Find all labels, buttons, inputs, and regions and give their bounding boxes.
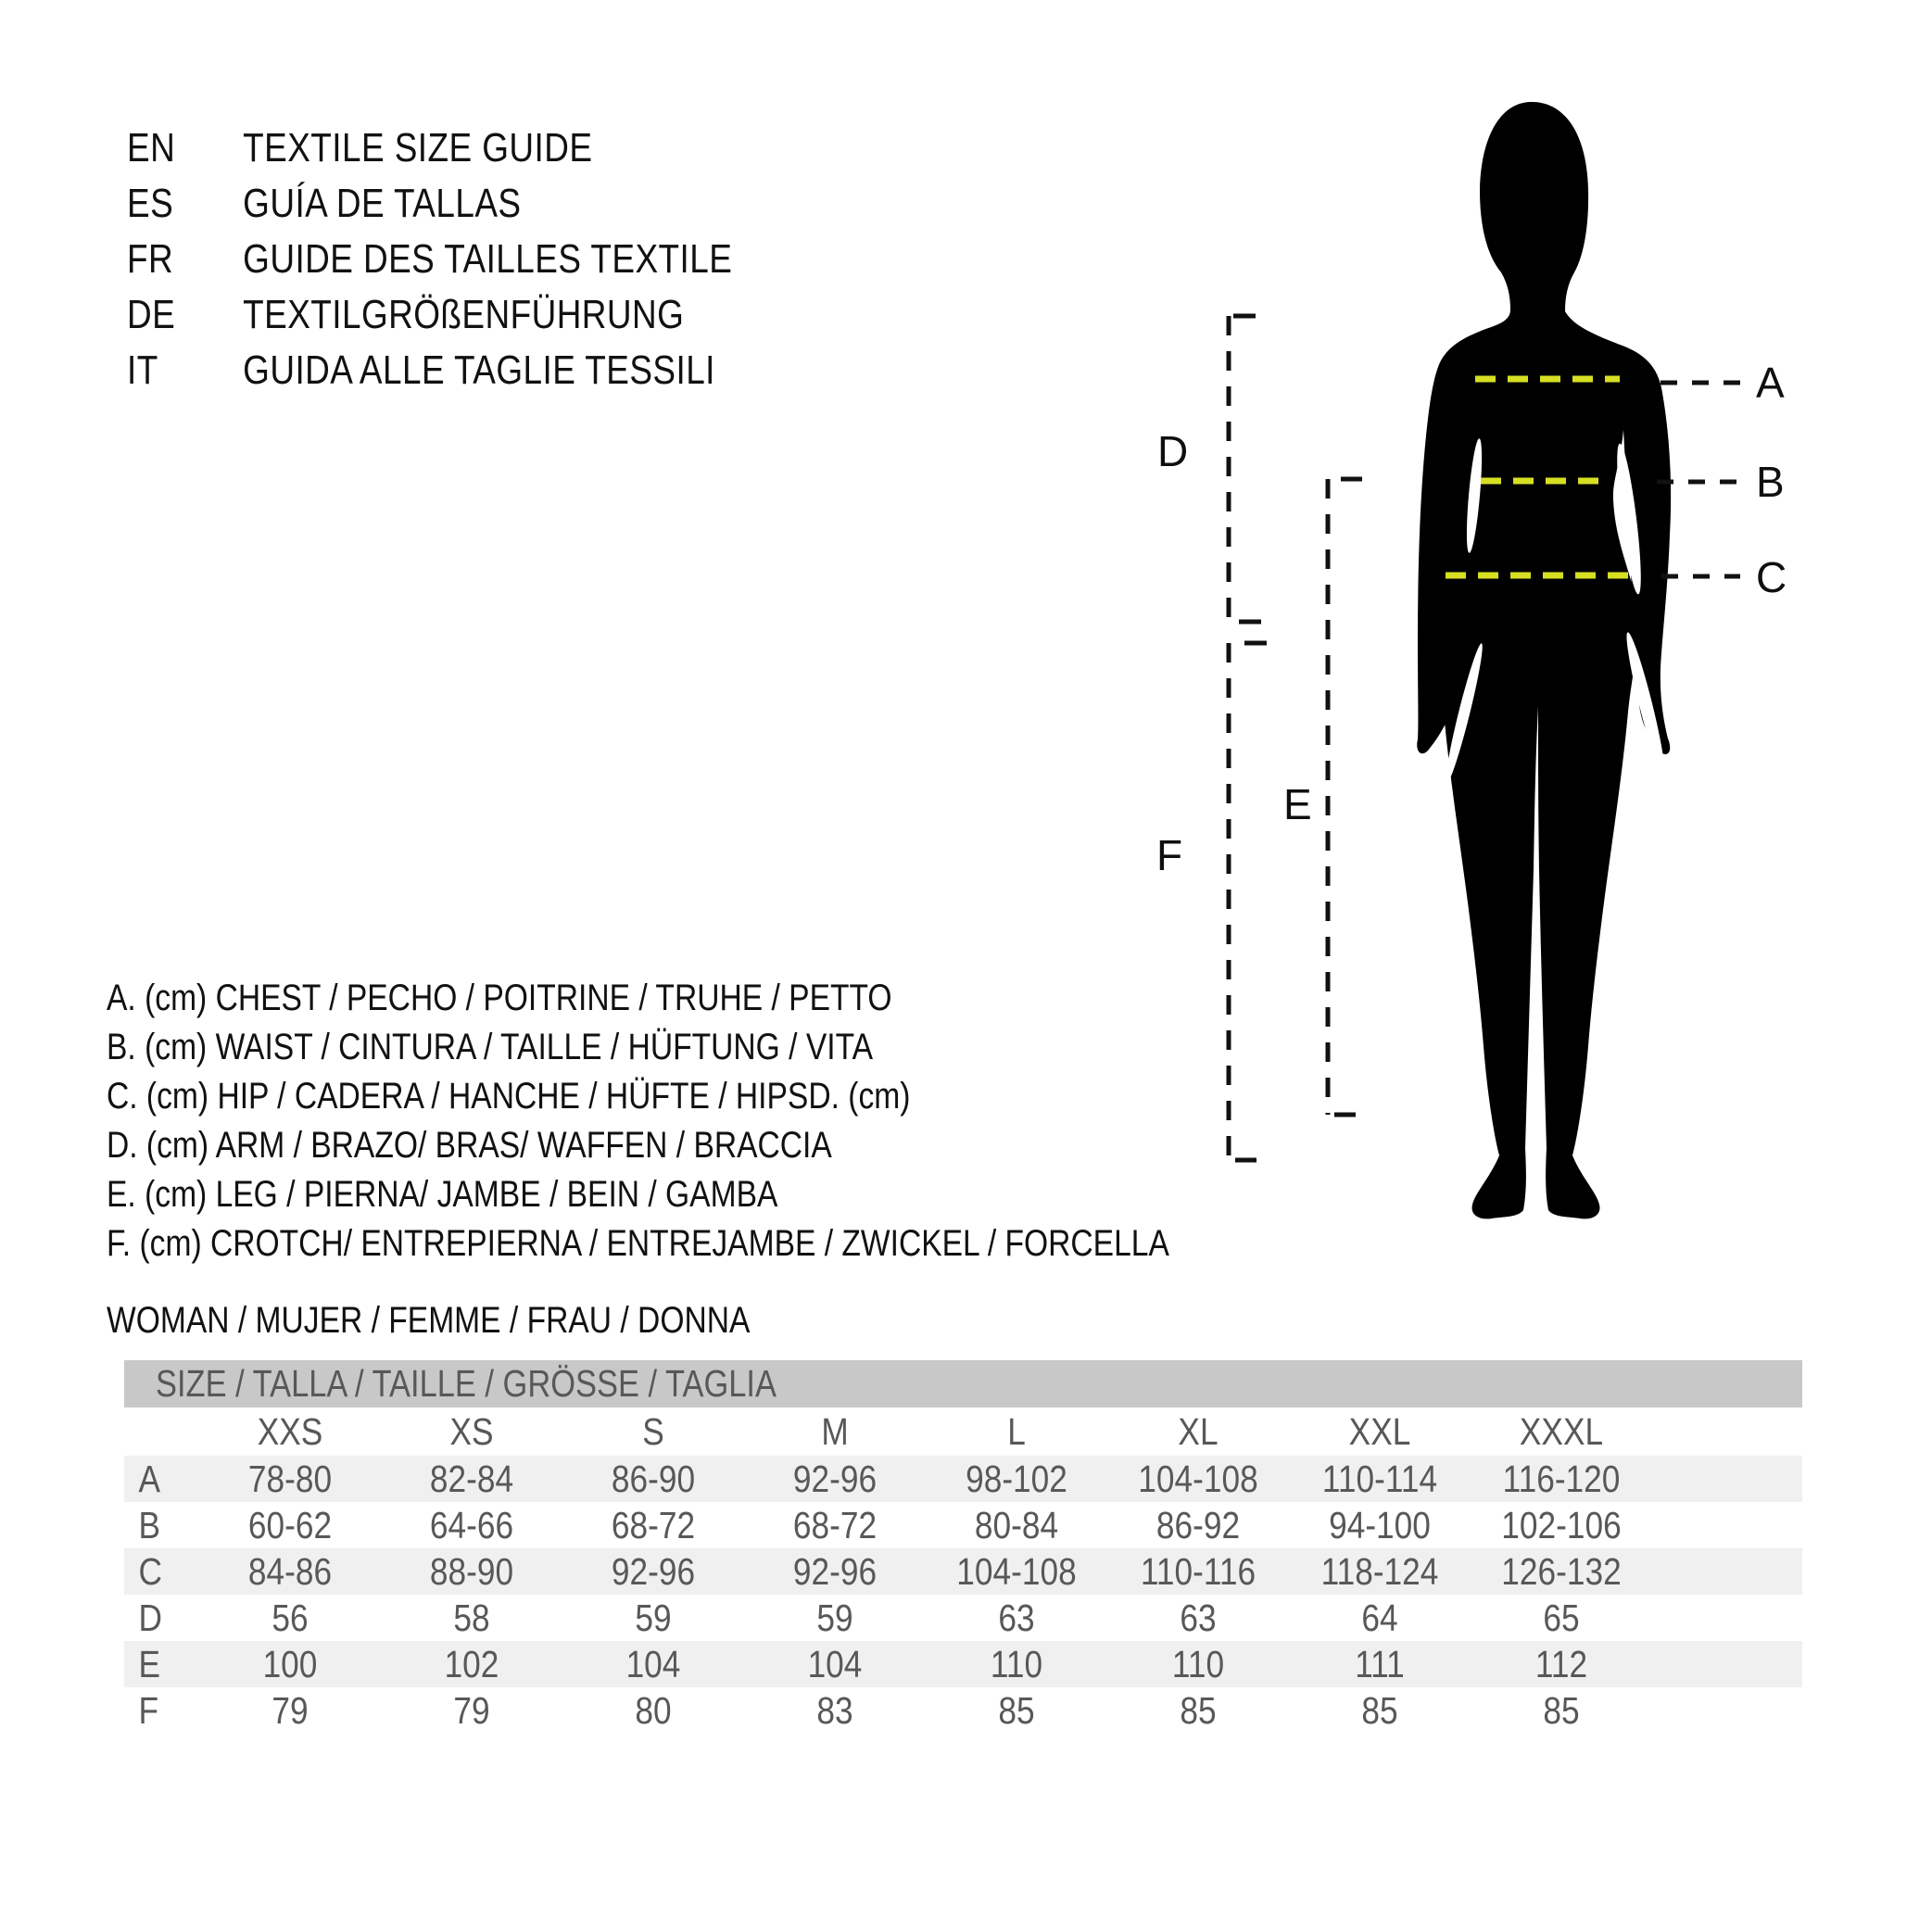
table-cell: 78-80 [247,1457,333,1500]
size-col-header: S [642,1409,664,1453]
table-row-crotch [124,1687,1802,1734]
legend-row-arm [107,1121,1371,1170]
table-cell: 65 [1543,1596,1580,1639]
table-cell: 112 [1534,1642,1588,1685]
table-cell: 63 [1180,1596,1217,1639]
lang-code: IT [127,347,158,393]
legend-row-chest [107,974,1371,1023]
table-cell: 94-100 [1329,1503,1431,1546]
legend-row-leg [107,1170,1371,1219]
table-cell: 110 [990,1642,1043,1685]
lang-code: EN [127,125,176,170]
table-cell: 102 [444,1642,499,1685]
legend-text: E. (cm) LEG / PIERNA/ JAMBE / BEIN / GAMBA [107,1174,778,1215]
size-col-header: XS [449,1409,494,1453]
table-cell: 83 [816,1688,853,1732]
leg-label: E [1283,780,1312,828]
size-table-header-text: SIZE / TALLA / TAILLE / GRÖSSE / TAGLIA [156,1362,777,1405]
table-cell: 104 [625,1642,681,1685]
lang-code: FR [127,236,174,282]
table-row-chest [124,1456,1802,1502]
legend-row-waist [107,1023,1371,1072]
table-cell: 60-62 [247,1503,333,1546]
table-cell: 59 [816,1596,853,1639]
size-col-header: XL [1178,1409,1219,1453]
legend-text: C. (cm) HIP / CADERA / HANCHE / HÜFTE / HIPSD. (cm) [107,1076,911,1117]
guide-title: GUIDE DES TAILLES TEXTILE [243,236,733,282]
size-col-header: M [821,1409,849,1453]
table-cell: 68-72 [792,1503,878,1546]
table-cell: 104 [807,1642,863,1685]
table-cell: 85 [998,1688,1035,1732]
table-cell: 102-106 [1501,1503,1622,1546]
row-label: A [138,1457,161,1500]
table-cell: 111 [1355,1642,1405,1685]
row-label: F [138,1688,159,1732]
legend-text: B. (cm) WAIST / CINTURA / TAILLE / HÜFTUNG / VITA [107,1027,874,1067]
size-col-header: XXS [257,1409,323,1453]
table-cell: 58 [453,1596,490,1639]
table-cell: 92-96 [611,1549,696,1593]
table-cell: 92-96 [792,1457,878,1500]
table-cell: 92-96 [792,1549,878,1593]
guide-title: TEXTILE SIZE GUIDE [243,125,593,170]
table-cell: 79 [453,1688,490,1732]
table-cell: 64 [1361,1596,1398,1639]
row-label: B [138,1503,161,1546]
lang-code: DE [127,292,176,337]
lang-code: ES [127,181,174,226]
gender-heading-text: WOMAN / MUJER / FEMME / FRAU / DONNA [107,1299,751,1341]
table-cell: 110-116 [1140,1549,1256,1593]
table-cell: 85 [1361,1688,1398,1732]
table-cell: 79 [271,1688,309,1732]
size-col-header: XXXL [1519,1409,1604,1453]
table-cell: 86-90 [611,1457,696,1500]
row-label: D [138,1596,162,1639]
legend-row-hip [107,1072,1371,1121]
table-cell: 80 [635,1688,672,1732]
table-cell: 85 [1180,1688,1217,1732]
guide-title: TEXTILGRÖßENFÜHRUNG [243,292,685,337]
table-row-waist [124,1502,1802,1548]
table-cell: 126-132 [1501,1549,1622,1593]
legend-row-crotch [107,1219,1371,1268]
table-cell: 84-86 [247,1549,333,1593]
row-label: C [138,1549,162,1593]
table-cell: 82-84 [429,1457,514,1500]
size-table-header [124,1360,1802,1407]
table-cell: 64-66 [429,1503,514,1546]
table-cell: 104-108 [1138,1457,1258,1500]
table-cell: 118-124 [1320,1549,1439,1593]
size-col-header: XXL [1348,1409,1411,1453]
table-cell: 56 [271,1596,309,1639]
table-cell: 100 [262,1642,318,1685]
table-cell: 63 [998,1596,1035,1639]
size-table [124,1360,1802,1734]
table-row-leg [124,1641,1802,1687]
table-cell: 80-84 [974,1503,1059,1546]
guide-title: GUIDA ALLE TAGLIE TESSILI [243,347,715,393]
table-cell: 86-92 [1155,1503,1241,1546]
arm-label: D [1157,427,1189,475]
table-cell: 116-120 [1502,1457,1621,1500]
table-row-arm [124,1595,1802,1641]
legend-text: A. (cm) CHEST / PECHO / POITRINE / TRUHE / PETTO [107,978,892,1018]
gender-heading [107,1296,873,1344]
table-cell: 110 [1171,1642,1225,1685]
waist-label: B [1756,458,1785,506]
table-cell: 68-72 [611,1503,696,1546]
size-header-row [124,1407,1802,1456]
measurement-legend [107,974,1371,1268]
size-col-header: L [1007,1409,1026,1453]
table-cell: 110-114 [1321,1457,1438,1500]
table-row-hip [124,1548,1802,1595]
table-cell: 104-108 [956,1549,1077,1593]
guide-title: GUÍA DE TALLAS [243,181,522,226]
table-cell: 98-102 [966,1457,1067,1500]
table-cell: 85 [1543,1688,1580,1732]
table-cell: 88-90 [429,1549,514,1593]
hip-label: C [1756,553,1787,601]
table-cell: 59 [635,1596,672,1639]
crotch-label: F [1156,831,1183,879]
legend-text: F. (cm) CROTCH/ ENTREPIERNA / ENTREJAMBE / ZWICKEL / FORCELLA [107,1223,1169,1264]
row-label: E [138,1642,161,1685]
chest-label: A [1756,359,1785,407]
legend-text: D. (cm) ARM / BRAZO/ BRAS/ WAFFEN / BRACCIA [107,1125,832,1166]
